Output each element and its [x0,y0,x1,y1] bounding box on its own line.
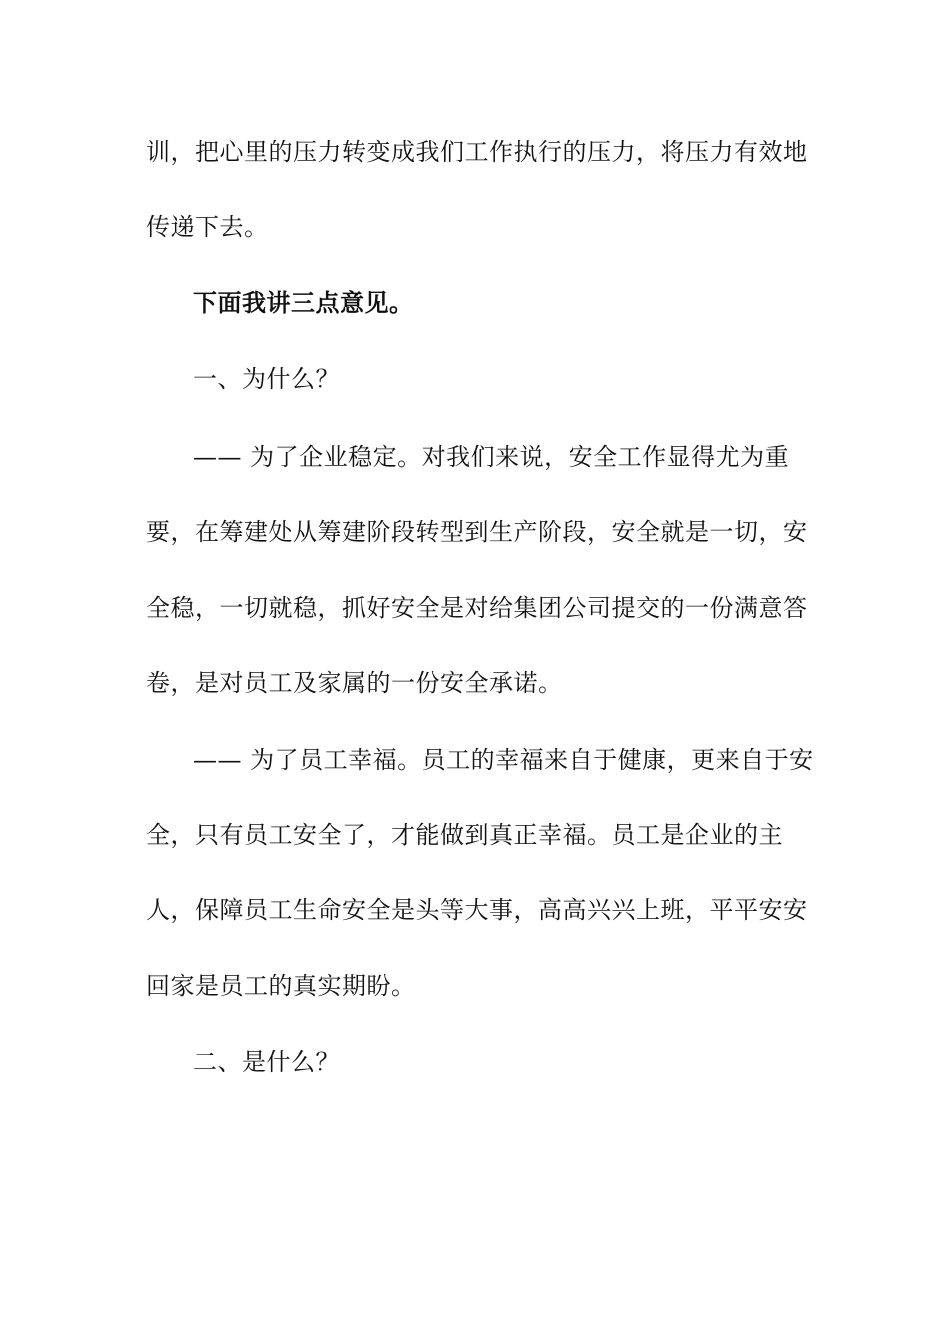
section-heading-2: 二、是什么？ [193,1048,340,1076]
section-heading-1: 一、为什么？ [193,365,340,393]
paragraph-line: 回家是员工的真实期盼。 [146,972,416,1000]
section-intro-heading: 下面我讲三点意见。 [193,288,414,317]
paragraph-line: 卷，是对员工及家属的一份安全承诺。 [146,669,563,697]
paragraph-line: 训，把心里的压力转变成我们工作执行的压力，将压力有效地 [146,138,808,166]
paragraph-line: —— 为了企业稳定。对我们来说，安全工作显得尤为重 [193,443,790,471]
paragraph-line: —— 为了员工幸福。员工的幸福来自于健康，更来自于安 [193,746,814,774]
paragraph-line: 全稳，一切就稳，抓好安全是对给集团公司提交的一份满意答 [146,594,808,622]
paragraph-line: 要，在筹建处从筹建阶段转型到生产阶段，安全就是一切，安 [146,518,808,546]
paragraph-line: 人，保障员工生命安全是头等大事，高高兴兴上班，平平安安 [146,896,808,924]
paragraph-line: 传递下去。 [146,213,269,241]
paragraph-line: 全，只有员工安全了，才能做到真正幸福。员工是企业的主 [146,821,783,849]
